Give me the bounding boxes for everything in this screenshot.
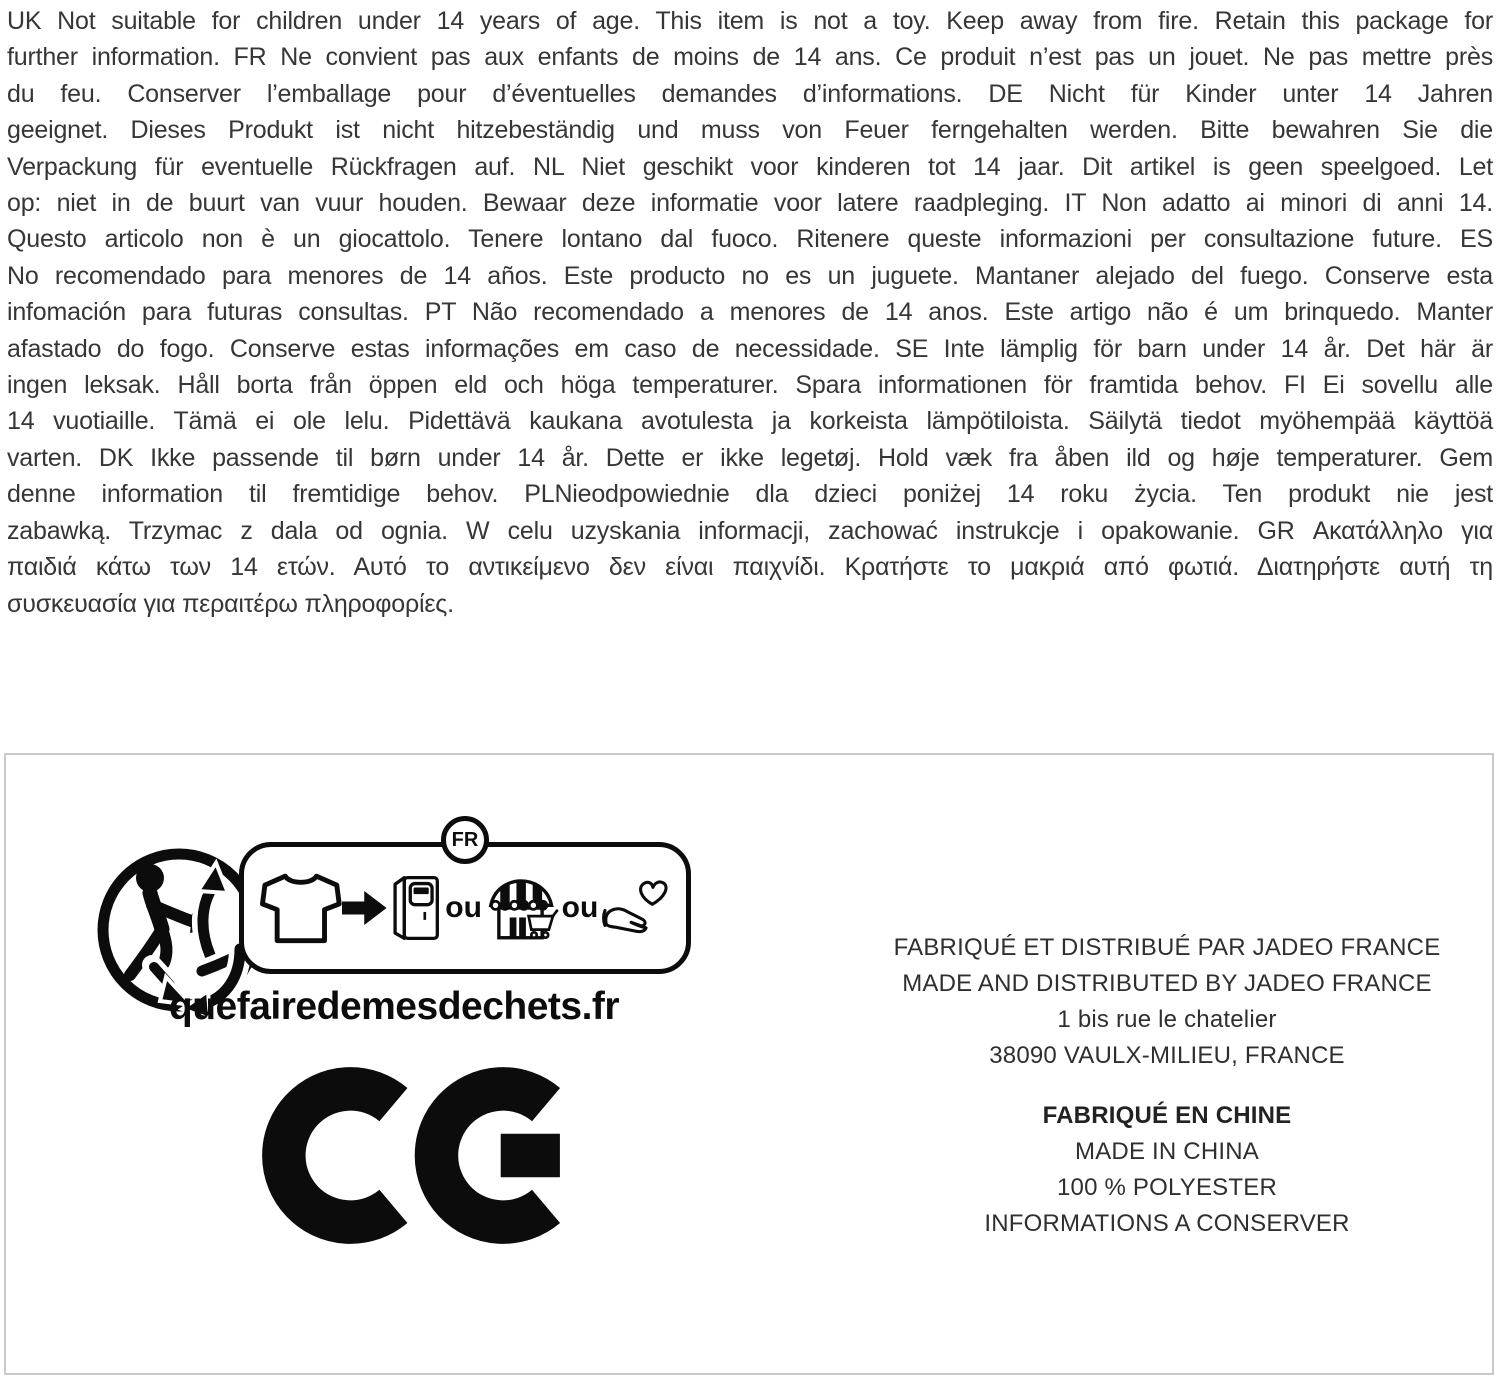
address-line: MADE AND DISTRIBUTED BY JADEO FRANCE — [902, 970, 1432, 997]
safety-warning-text — [7, 3, 1493, 622]
origin-info — [812, 1098, 1500, 1242]
or-label: ou — [445, 891, 482, 924]
warning-line: further information. FR Ne convient pas aux enfants de moins de 14 ans. Ce produit n’est pas un jouet. Ne pas mettre près — [7, 43, 1493, 72]
warning-line: afastado do fogo. Conserve estas informações em caso de necessidade. SE Inte lämplig för barn under 14 år. Det här är — [7, 334, 1493, 363]
address-line: FABRIQUÉ ET DISTRIBUÉ PAR JADEO FRANCE — [893, 934, 1441, 961]
recycling-website-url: quefairedemesdechets.fr — [168, 985, 620, 1028]
collection-bin-icon — [387, 875, 443, 941]
warning-line: UK Not suitable for children under 14 years of age. This item is not a toy. Keep away from fire. Retain this package for — [7, 7, 1493, 35]
manufacturer-info — [812, 930, 1500, 1242]
warning-line: zabawką. Trzymac z dala od ognia. W celu uzyskania informacji, zachować instrukcje i opakowanie. GR Ακατάλληλο για — [7, 516, 1493, 545]
warning-line: No recomendado para menores de 14 años. Este producto no es un juguete. Mantaner alejado del fuego. Conserve esta — [7, 261, 1493, 290]
warning-line: Questo articolo non è un giocattolo. Tenere lontano dal fuoco. Ritenere queste informazioni per consultazione future. ES — [7, 225, 1493, 254]
origin-line: FABRIQUÉ EN CHINE — [1042, 1102, 1292, 1129]
address-line: 38090 VAULX-MILIEU, FRANCE — [989, 1042, 1345, 1069]
store-icon — [484, 874, 560, 942]
or-label: ou — [561, 891, 599, 924]
warning-line: συσκευασία για περαιτέρω πληροφορίες. — [7, 589, 454, 618]
fr-badge — [441, 816, 489, 864]
warning-line: παιδιά κάτω των 14 ετών. Αυτό το αντικείμενο δεν είναι παιχνίδι. Κρατήστε το μακριά από φωτιά. Διατηρήστε αυτή τη — [7, 553, 1493, 582]
regulatory-info-box — [4, 753, 1494, 1375]
tshirt-icon — [260, 871, 342, 945]
warning-line: Verpackung für eventuelle Rückfragen auf. NL Niet geschikt voor kinderen tot 14 jaar. Dit artikel is geen speelgoed. Let — [7, 152, 1493, 181]
warning-line: ingen leksak. Håll borta från öppen eld och höga temperaturer. Spara informationen för framtida behov. FI Ei sovellu alle — [7, 371, 1493, 400]
warning-line: infomación para futuras consultas. PT Não recomendado a menores de 14 anos. Este artigo não é um brinquedo. Manter — [7, 298, 1493, 327]
origin-line: INFORMATIONS A CONSERVER — [984, 1210, 1350, 1237]
warning-line: op: niet in de buurt van vuur houden. Bewaar deze informatie voor latere raadpleging. IT Non adatto ai minori di anni 14. — [7, 189, 1493, 218]
warning-line: du feu. Conserver l’emballage pour d’éventuelles demandes d’informations. DE Nicht für Kinder unter 14 Jahren — [7, 79, 1493, 108]
address-line: 1 bis rue le chatelier — [1057, 1006, 1277, 1033]
warning-line: 14 vuotiaille. Tämä ei ole lelu. Pidettävä kaukana avotulesta ja korkeista lämpötiloista. Säilytä tiedot myöhempää käyttöä — [7, 407, 1493, 436]
warning-line: denne information til fremtidige behov. PLNieodpowiednie dla dzieci poniżej 14 roku życia. Ten produkt nie jest — [7, 480, 1493, 509]
fr-badge-label: FR — [451, 828, 479, 851]
warning-line: varten. DK Ikke passende til børn under 14 år. Dette er ikke legetøj. Hold væk fra åben ild og høje temperaturer. Gem — [7, 443, 1493, 472]
origin-line: MADE IN CHINA — [1075, 1138, 1259, 1165]
ce-mark-icon — [262, 1063, 572, 1248]
manufacturer-address — [812, 930, 1500, 1074]
origin-line: 100 % POLYESTER — [1057, 1174, 1277, 1201]
warning-line: geeignet. Dieses Produkt ist nicht hitzebeständig und muss von Feuer ferngehalten werden. Bitte bewahren Sie die — [7, 116, 1493, 145]
arrow-right-icon — [342, 888, 388, 928]
hand-heart-icon — [600, 879, 670, 937]
